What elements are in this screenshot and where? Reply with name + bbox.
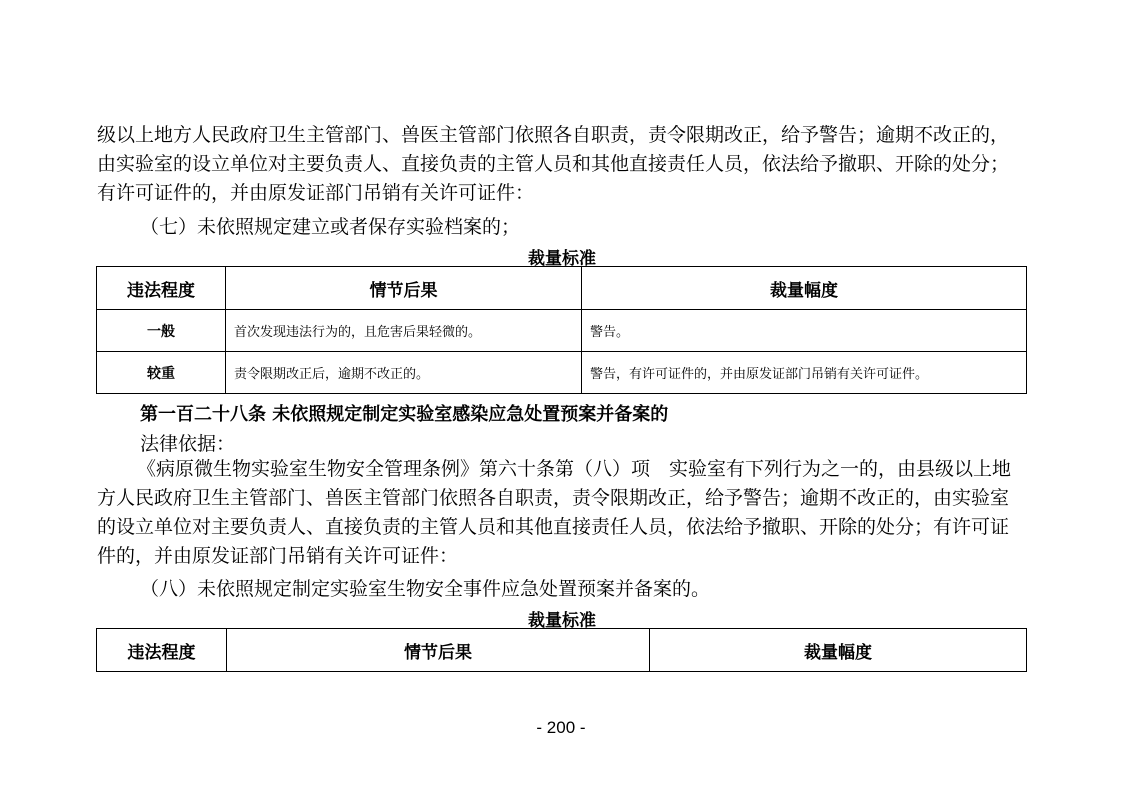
row-level: 较重 — [97, 352, 226, 394]
legal-basis-body: 《病原微生物实验室生物安全管理条例》第六十条第（八）项 实验室有下列行为之一的，由县级以上地方人民政府卫生主管部门、兽医主管部门依照各自职责，责令限期改正，给予警告；逾期不改正的，由实验室的设立单位对主要负责人、直接负责的主管人员和其他直接责任人员，依法给予撤职、开除的处分；有许可证件的，并由原发证部门吊销有关许可证件： — [97, 458, 1012, 567]
table1-header-circumstance: 情节后果 — [226, 267, 582, 310]
row-range: 警告。 — [582, 310, 1027, 352]
table1-header-range: 裁量幅度 — [582, 267, 1027, 310]
article-128-title: 第一百二十八条 未依照规定制定实验室感染应急处置预案并备案的 — [140, 404, 669, 425]
table2-header-level: 违法程度 — [97, 629, 227, 672]
table1-header-row — [97, 267, 1027, 310]
row-level: 一般 — [97, 310, 226, 352]
table2-caption: 裁量标准 — [528, 611, 596, 631]
top-paragraph: 级以上地方人民政府卫生主管部门、兽医主管部门依照各自职责，责令限期改正，给予警告；逾期不改正的，由实验室的设立单位对主要负责人、直接负责的主管人员和其他直接责任人员，依法给予撤职、开除的处分；有许可证件的，并由原发证部门吊销有关许可证件： — [97, 124, 1010, 204]
item-8: （八）未依照规定制定实验室生物安全事件应急处置预案并备案的。 — [140, 578, 711, 600]
table2-header-row — [97, 629, 1027, 672]
legal-basis-label: 法律依据： — [140, 433, 236, 455]
table2-header-circumstance: 情节后果 — [227, 629, 650, 672]
table2-header-range: 裁量幅度 — [650, 629, 1027, 672]
row-circumstance: 首次发现违法行为的，且危害后果轻微的。 — [226, 310, 582, 352]
penalty-table-2 — [96, 628, 1027, 672]
row-range: 警告，有许可证件的，并由原发证部门吊销有关许可证件。 — [582, 352, 1027, 394]
table1-caption: 裁量标准 — [528, 249, 596, 269]
page-number: - 200 - — [536, 718, 586, 737]
item-7: （七）未依照规定建立或者保存实验档案的； — [140, 216, 521, 238]
legal-basis-text — [97, 455, 1027, 571]
table-row — [97, 310, 1027, 352]
row-circumstance: 责令限期改正后，逾期不改正的。 — [226, 352, 582, 394]
table1-header-level: 违法程度 — [97, 267, 226, 310]
penalty-table-1 — [96, 266, 1027, 394]
table-row — [97, 352, 1027, 394]
